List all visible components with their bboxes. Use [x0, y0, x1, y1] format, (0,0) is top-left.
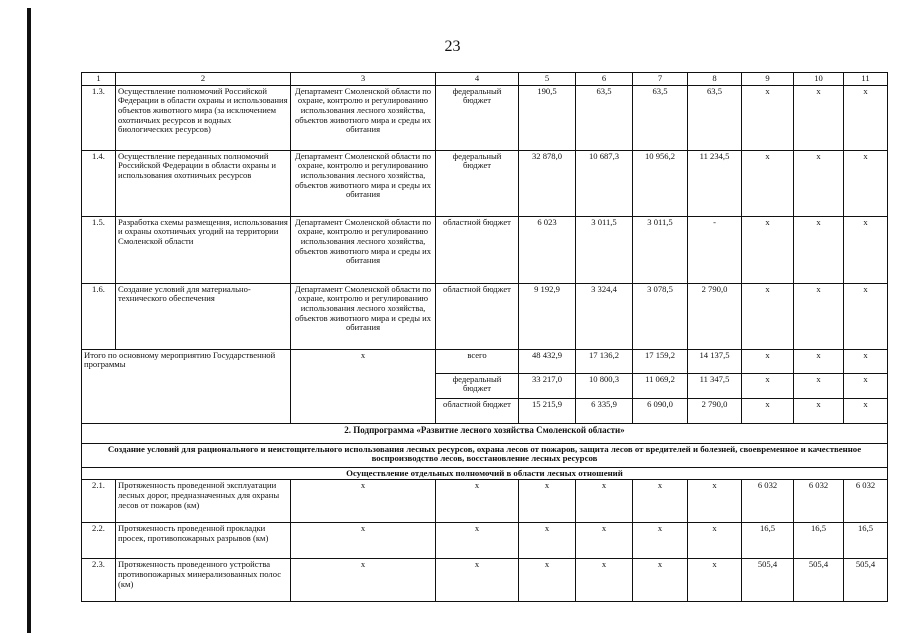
value-cell: 48 432,9: [519, 349, 576, 373]
header-cell: 6: [576, 73, 633, 86]
header-cell: 5: [519, 73, 576, 86]
table-row: [82, 283, 888, 349]
value-cell: 15 215,9: [519, 398, 576, 423]
funding-source: федеральный бюджет: [436, 150, 519, 216]
value-cell: 32 878,0: [519, 150, 576, 216]
value-cell: 3 078,5: [633, 283, 688, 349]
value-cell: 33 217,0: [519, 373, 576, 398]
value-cell: х: [794, 283, 844, 349]
subprogram-task: Осуществление отдельных полномочий в области лесных отношений: [82, 467, 888, 480]
value-cell: 2 790,0: [688, 283, 742, 349]
value-cell: 63,5: [688, 85, 742, 150]
value-cell: х: [844, 85, 888, 150]
header-cell: 11: [844, 73, 888, 86]
value-cell: 11 234,5: [688, 150, 742, 216]
header-cell: 1: [82, 73, 116, 86]
value-cell: 14 137,5: [688, 349, 742, 373]
row-number: 2.2.: [82, 523, 116, 559]
value-cell: 505,4: [742, 559, 794, 602]
executor: х: [291, 480, 436, 523]
value-cell: х: [742, 283, 794, 349]
executor: Департамент Смоленской области по охране, контролю и регулированию использования лесного хозяйства, объектов животного мира и среды их обитания: [291, 150, 436, 216]
page-number: 23: [444, 38, 461, 55]
table-row: [82, 480, 888, 523]
table-row: [82, 523, 888, 559]
executor: Департамент Смоленской области по охране, контролю и регулированию использования лесного хозяйства, объектов животного мира и среды их обитания: [291, 216, 436, 283]
header-cell: 8: [688, 73, 742, 86]
funding-source: х: [436, 523, 519, 559]
table-row: [82, 150, 888, 216]
header-cell: 2: [116, 73, 291, 86]
value-cell: х: [519, 559, 576, 602]
value-cell: х: [742, 373, 794, 398]
header-cell: 9: [742, 73, 794, 86]
funding-source: областной бюджет: [436, 283, 519, 349]
indicator-name: Протяженность проведенного устройства противопожарных минерализованных полос (км): [116, 559, 291, 602]
value-cell: 3 011,5: [633, 216, 688, 283]
value-cell: 6 032: [844, 480, 888, 523]
value-cell: 6 335,9: [576, 398, 633, 423]
subprogram-title-row: [82, 423, 888, 443]
value-cell: 505,4: [794, 559, 844, 602]
value-cell: х: [844, 373, 888, 398]
funding-source: всего: [436, 349, 519, 373]
activity-name: Разработка схемы размещения, использования и охраны охотничьих угодий на территории Смоленской области: [116, 216, 291, 283]
value-cell: 6 023: [519, 216, 576, 283]
value-cell: х: [633, 480, 688, 523]
value-cell: 2 790,0: [688, 398, 742, 423]
total-label: Итого по основному мероприятию Государственной программы: [82, 349, 291, 423]
executor: х: [291, 559, 436, 602]
value-cell: х: [794, 349, 844, 373]
row-number: 1.5.: [82, 216, 116, 283]
value-cell: 10 800,3: [576, 373, 633, 398]
value-cell: х: [794, 398, 844, 423]
value-cell: х: [688, 480, 742, 523]
value-cell: 11 069,2: [633, 373, 688, 398]
activity-name: Осуществление полномочий Российской Федерации в области охраны и использования объектов животного мира (за исключением охотничьих ресурсов и водных биологических ресурсов): [116, 85, 291, 150]
value-cell: х: [844, 216, 888, 283]
value-cell: 10 687,3: [576, 150, 633, 216]
value-cell: х: [742, 85, 794, 150]
value-cell: 6 090,0: [633, 398, 688, 423]
value-cell: х: [794, 373, 844, 398]
table-row: [82, 216, 888, 283]
funding-source: х: [436, 480, 519, 523]
value-cell: х: [844, 283, 888, 349]
table-row: [82, 85, 888, 150]
value-cell: х: [794, 150, 844, 216]
value-cell: х: [742, 398, 794, 423]
value-cell: 17 136,2: [576, 349, 633, 373]
executor: Департамент Смоленской области по охране, контролю и регулированию использования лесного хозяйства, объектов животного мира и среды их обитания: [291, 85, 436, 150]
indicator-name: Протяженность проведенной прокладки просек, противопожарных разрывов (км): [116, 523, 291, 559]
funding-source: федеральный бюджет: [436, 373, 519, 398]
value-cell: х: [576, 523, 633, 559]
value-cell: 505,4: [844, 559, 888, 602]
value-cell: 16,5: [742, 523, 794, 559]
value-cell: х: [844, 349, 888, 373]
funding-source: х: [436, 559, 519, 602]
value-cell: х: [844, 398, 888, 423]
value-cell: х: [519, 523, 576, 559]
header-cell: 4: [436, 73, 519, 86]
value-cell: х: [576, 480, 633, 523]
value-cell: 16,5: [794, 523, 844, 559]
table-row: [82, 559, 888, 602]
value-cell: х: [742, 150, 794, 216]
row-number: 1.3.: [82, 85, 116, 150]
value-cell: 6 032: [794, 480, 844, 523]
column-number-header-row: [82, 73, 888, 86]
row-number: 1.6.: [82, 283, 116, 349]
value-cell: х: [576, 559, 633, 602]
value-cell: -: [688, 216, 742, 283]
value-cell: х: [742, 216, 794, 283]
subprogram-title: 2. Подпрограмма «Развитие лесного хозяйства Смоленской области»: [82, 423, 888, 443]
value-cell: 3 324,4: [576, 283, 633, 349]
value-cell: 190,5: [519, 85, 576, 150]
value-cell: 63,5: [633, 85, 688, 150]
value-cell: х: [844, 150, 888, 216]
value-cell: 6 032: [742, 480, 794, 523]
value-cell: х: [794, 216, 844, 283]
activity-name: Осуществление переданных полномочий Российской Федерации в области охраны и использования охотничьих ресурсов: [116, 150, 291, 216]
total-executor: х: [291, 349, 436, 423]
value-cell: х: [794, 85, 844, 150]
value-cell: х: [688, 523, 742, 559]
value-cell: 11 347,5: [688, 373, 742, 398]
subprogram-task-row: [82, 467, 888, 480]
subprogram-goal-row: [82, 443, 888, 467]
subprogram-goal: Создание условий для рационального и неистощительного использования лесных ресурсов, охрана лесов от пожаров, защита лесов от вредителей и болезней, своевременное и качественное воспроизводство лесов, восстановление лесных ресурсов: [82, 443, 888, 467]
funding-source: областной бюджет: [436, 216, 519, 283]
value-cell: 3 011,5: [576, 216, 633, 283]
value-cell: х: [688, 559, 742, 602]
value-cell: х: [519, 480, 576, 523]
value-cell: 9 192,9: [519, 283, 576, 349]
value-cell: х: [633, 559, 688, 602]
header-cell: 3: [291, 73, 436, 86]
header-cell: 10: [794, 73, 844, 86]
header-cell: 7: [633, 73, 688, 86]
row-number: 2.1.: [82, 480, 116, 523]
table-body: [82, 73, 888, 602]
total-row: [82, 349, 888, 373]
left-binding-bar: [27, 8, 31, 633]
row-number: 2.3.: [82, 559, 116, 602]
value-cell: 16,5: [844, 523, 888, 559]
indicator-name: Протяженность проведенной эксплуатации лесных дорог, предназначенных для охраны лесов от пожаров (км): [116, 480, 291, 523]
value-cell: 10 956,2: [633, 150, 688, 216]
value-cell: х: [742, 349, 794, 373]
executor: х: [291, 523, 436, 559]
funding-source: областной бюджет: [436, 398, 519, 423]
value-cell: 63,5: [576, 85, 633, 150]
funding-source: федеральный бюджет: [436, 85, 519, 150]
value-cell: х: [633, 523, 688, 559]
program-table: [81, 72, 888, 602]
row-number: 1.4.: [82, 150, 116, 216]
activity-name: Создание условий для материально-технического обеспечения: [116, 283, 291, 349]
executor: Департамент Смоленской области по охране, контролю и регулированию использования лесного хозяйства, объектов животного мира и среды их обитания: [291, 283, 436, 349]
value-cell: 17 159,2: [633, 349, 688, 373]
